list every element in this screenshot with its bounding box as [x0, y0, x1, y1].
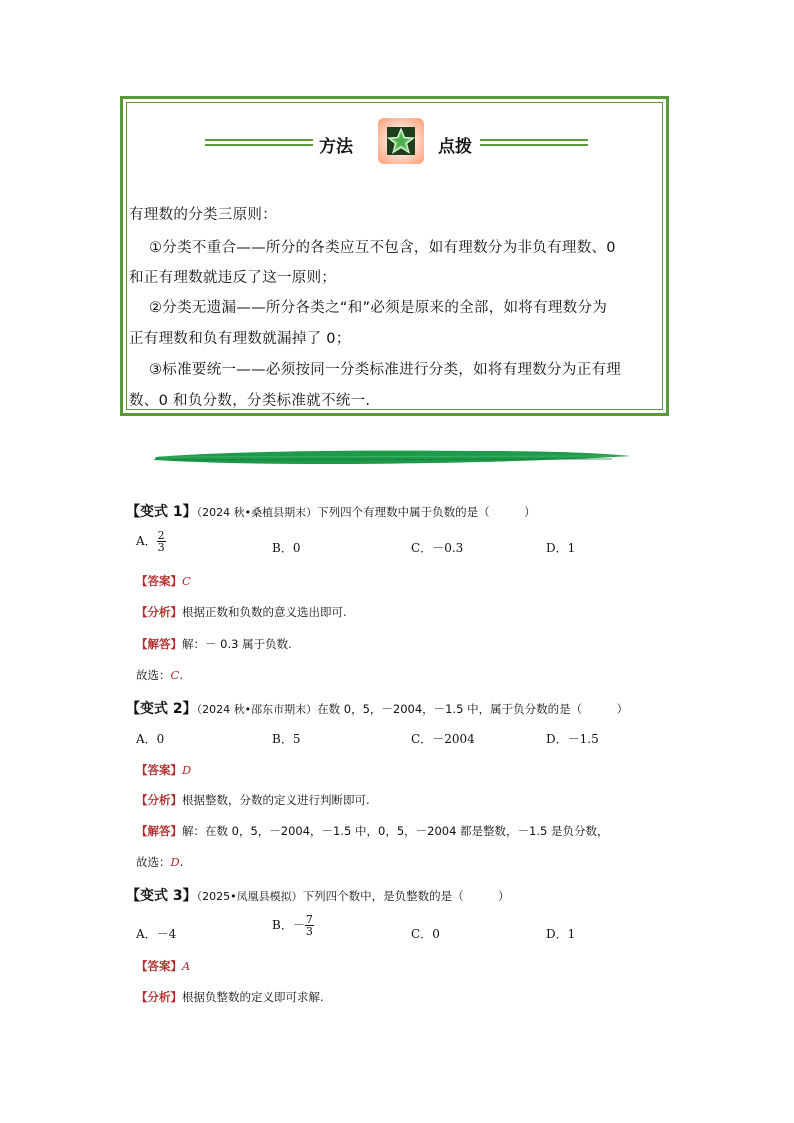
question-1-option-b: B．0	[272, 541, 301, 555]
method-line-2: 和正有理数就违反了这一原则；	[129, 270, 337, 286]
method-title-right: 点拨	[438, 137, 472, 157]
question-1-solution: 【解答】解：－ 0.3 属于负数.	[136, 637, 292, 651]
question-3-option-a: A．－4	[136, 927, 177, 941]
method-intro: 有理数的分类三原则：	[129, 207, 277, 223]
question-1-analysis: 【分析】根据正数和负数的意义选出即可.	[136, 605, 347, 619]
method-line-6: 数、0 和负分数，分类标准就不统一.	[129, 393, 371, 409]
question-1-option-d: D．1	[546, 541, 576, 555]
question-1-option-a: A． $\frac{2}{3}$	[136, 529, 165, 554]
question-2-text: 在数 0，5，－2004，－1.5 中，属于负分数的是（ ）	[317, 702, 629, 716]
question-1-answer: 【答案】C	[136, 574, 191, 588]
method-line-4: 正有理数和负有理数就漏掉了 0；	[129, 331, 351, 347]
question-2-analysis: 【分析】根据整数，分数的定义进行判断即可.	[136, 793, 370, 807]
fraction: $\frac{2}{3}$	[157, 529, 165, 554]
question-3-option-d: D．1	[546, 927, 576, 941]
question-2-option-d: D．－1.5	[546, 732, 599, 746]
method-line-3: ②分类无遗漏——所分各类之“和”必须是原来的全部，如将有理数分为	[149, 300, 608, 316]
question-1-choice: 故选：C.	[136, 668, 183, 682]
question-3-source: （2025•凤凰县模拟）	[196, 890, 303, 903]
question-3-analysis: 【分析】根据负整数的定义即可求解.	[136, 990, 324, 1004]
method-line-5: ③标准要统一——必须按同一分类标准进行分类，如将有理数分为正有理	[149, 362, 622, 378]
method-tip-box	[120, 96, 669, 416]
method-line-1: ①分类不重合——所分的各类应互不包含，如有理数分为非负有理数、0	[149, 240, 616, 256]
question-1-label: 【变式 1】	[126, 504, 197, 520]
fraction: $\frac{7}{3}$	[305, 913, 313, 938]
question-2-answer: 【答案】D	[136, 763, 192, 777]
header-rule-left	[205, 139, 313, 146]
method-title-left: 方法	[319, 137, 353, 157]
question-2-option-c: C．－2004	[411, 732, 475, 746]
question-3-option-c: C．0	[411, 927, 440, 941]
question-2-solution: 【解答】解：在数 0，5，－2004，－1.5 中，0，5，－2004 都是整数，－1.5 是负分数，	[136, 824, 609, 838]
header-rule-right	[480, 139, 588, 146]
question-3-title	[126, 885, 510, 905]
question-2-title	[126, 698, 628, 718]
question-1-title	[126, 501, 536, 521]
star-badge	[378, 118, 424, 164]
question-3-option-b: B．－ $\frac{7}{3}$	[272, 913, 313, 938]
question-2-choice: 故选：D.	[136, 855, 184, 869]
question-1-option-c: C．－0.3	[411, 541, 464, 555]
green-brush-divider	[152, 448, 632, 468]
star-icon	[378, 118, 424, 164]
question-2-label: 【变式 2】	[126, 701, 197, 717]
question-3-label: 【变式 3】	[126, 888, 197, 904]
question-2-option-b: B．5	[272, 732, 301, 746]
question-3-answer: 【答案】A	[136, 959, 191, 973]
question-3-text: 下列四个数中，是负整数的是（ ）	[302, 889, 510, 903]
question-1-source: （2024 秋•桑植县期末）	[196, 506, 318, 519]
question-2-source: （2024 秋•邵东市期末）	[196, 703, 318, 716]
question-2-option-a: A．0	[136, 732, 165, 746]
question-1-text: 下列四个有理数中属于负数的是（ ）	[317, 505, 536, 519]
